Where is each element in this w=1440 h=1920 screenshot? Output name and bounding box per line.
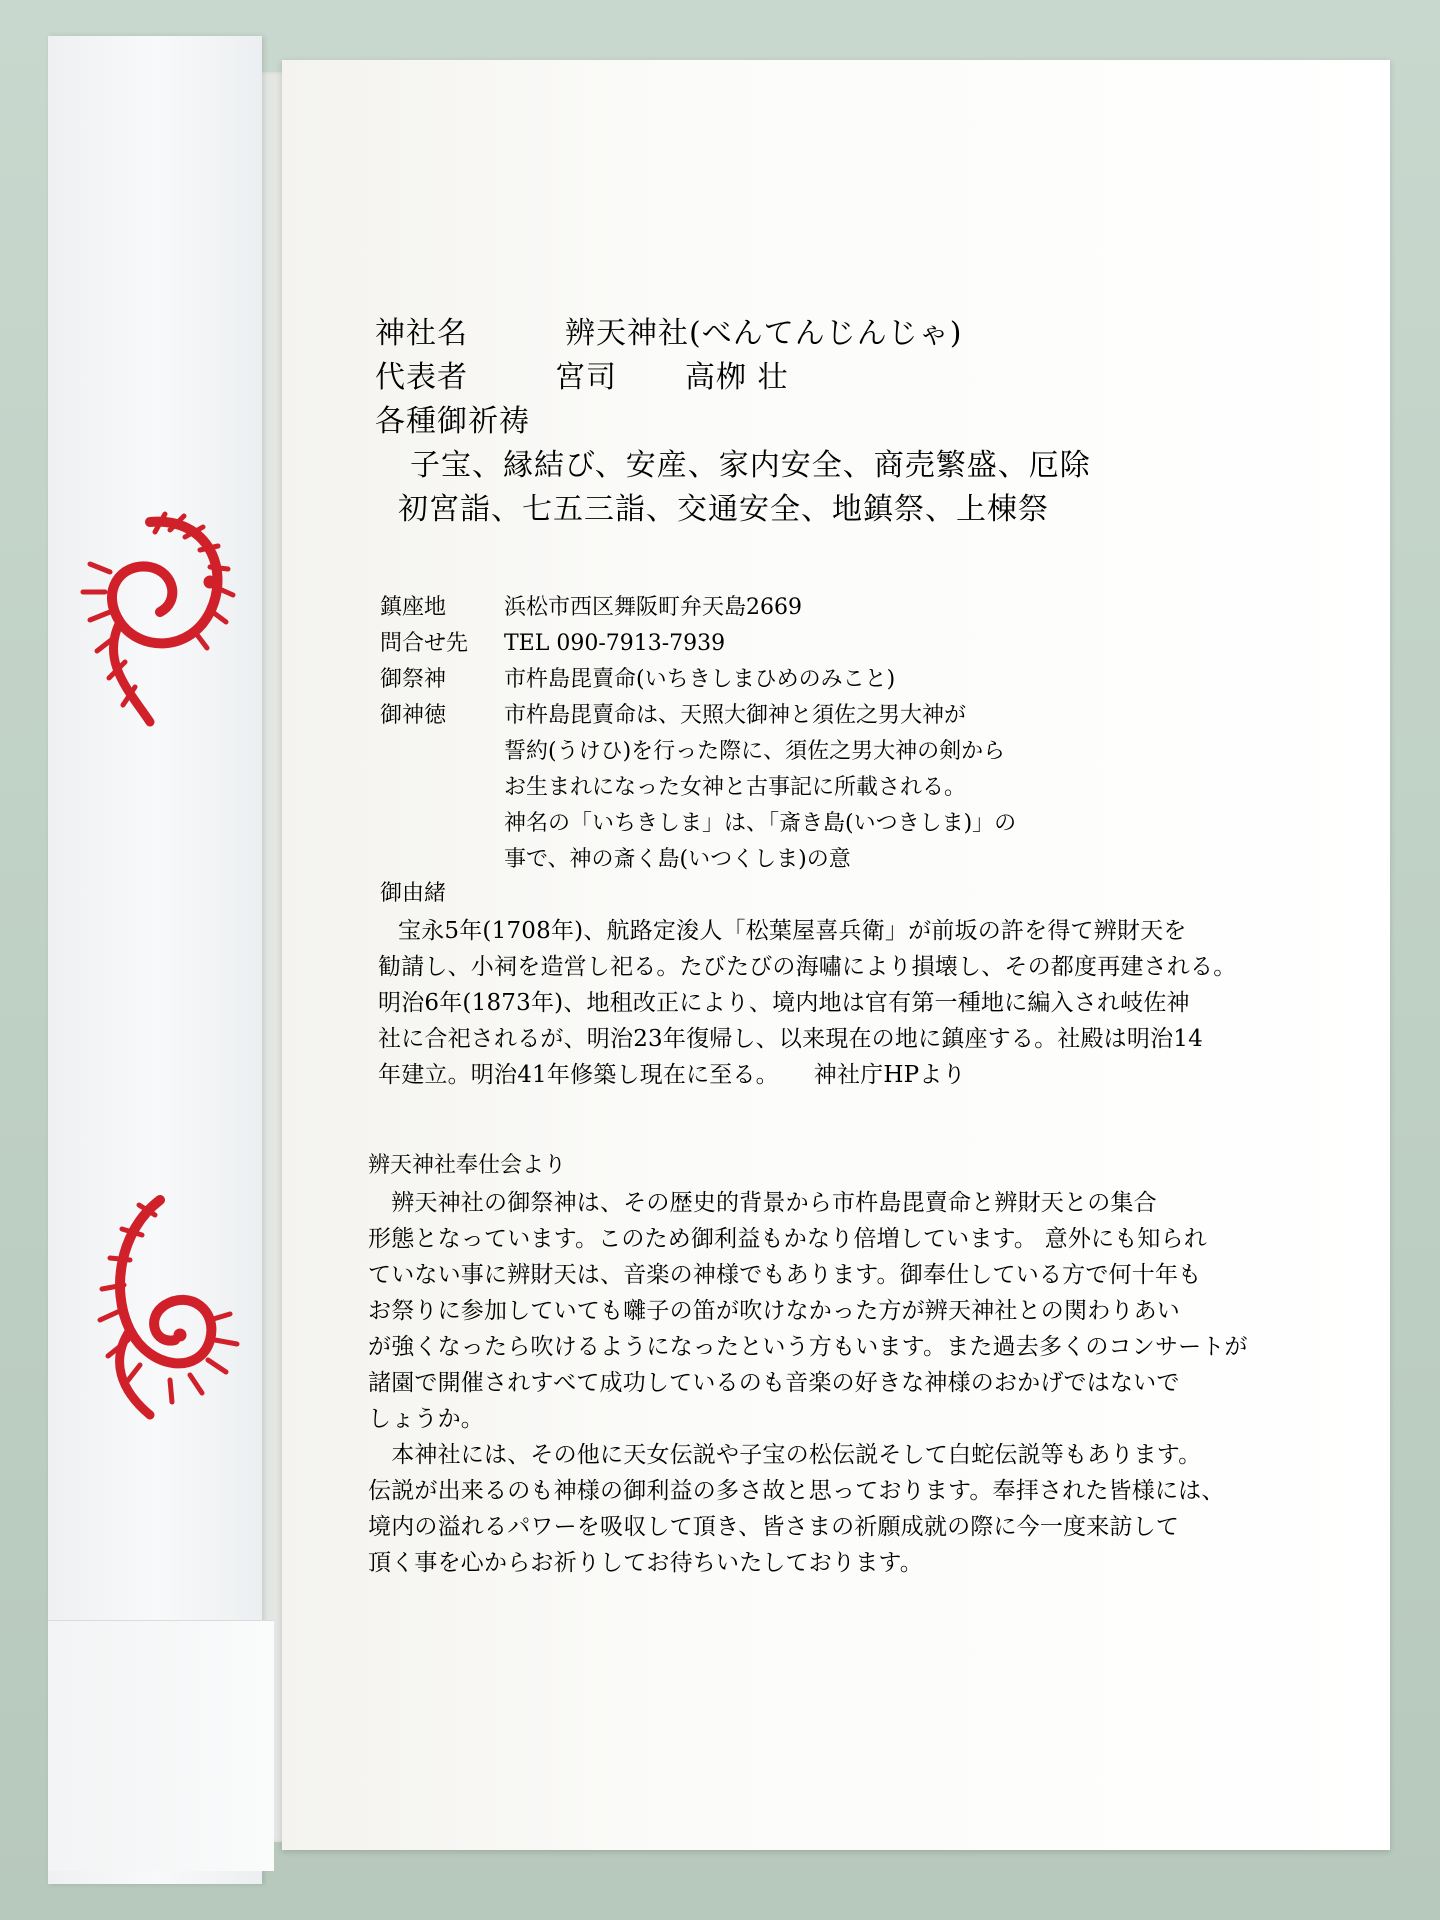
history-line: 勧請し、小祠を造営し祀る。たびたびの海嘯により損壊し、その都度再建される。 (378, 954, 1237, 980)
prayers-line-1: 子宝、縁結び、安産、家内安全、商売繁盛、厄除 (410, 448, 1091, 483)
contact-value: TEL 090-7913-7939 (504, 631, 726, 656)
history-line: 明治6年(1873年)、地租改正により、境内地は官有第一種地に編入され岐佐神 (378, 990, 1190, 1016)
society-line: が強くなったら吹けるようになったという方もいます。また過去多くのコンサートが (368, 1334, 1248, 1360)
dragon-emblem-icon (60, 492, 240, 742)
society-line: ていない事に辨財天は、音楽の神様でもあります。御奉仕している方で何十年も (368, 1262, 1202, 1288)
representative-row (375, 352, 789, 396)
location-label: 鎮座地 (380, 595, 447, 620)
shrine-name-row (375, 308, 962, 352)
envelope-fold (48, 1620, 274, 1871)
society-line: 頂く事を心からお祈りしてお待ちいたしております。 (368, 1550, 923, 1576)
history-label: 御由緒 (380, 881, 447, 906)
society-line: 辨天神社の御祭神は、その歴史的背景から市杵島毘賣命と辨財天との集合 (368, 1190, 1157, 1216)
location-value: 浜松市西区舞阪町弁天島2669 (504, 595, 802, 620)
location-row (380, 590, 802, 621)
society-line: 諸園で開催されすべて成功しているのも音楽の好きな神様のおかげではないで (368, 1370, 1180, 1396)
virtue-label: 御神徳 (380, 703, 447, 728)
dragon-emblem-icon (60, 1190, 240, 1440)
society-line: 形態となっています。このため御利益もかなり倍増しています。 意外にも知られ (368, 1226, 1208, 1252)
virtue-line: 神名の「いちきしま」は、「斎き島(いつきしま)」の (504, 811, 1017, 836)
society-line: お祭りに参加していても囃子の笛が吹けなかった方が辨天神社との関わりあい (368, 1298, 1180, 1324)
virtue-line: 市杵島毘賣命は、天照大御神と須佐之男大神が (504, 703, 967, 728)
society-line: 本神社には、その他に天女伝説や子宝の松伝説そして白蛇伝説等もあります。 (368, 1442, 1202, 1468)
history-line: 宝永5年(1708年)、航路定浚人「松葉屋喜兵衛」が前坂の許を得て辨財天を (398, 918, 1187, 944)
paper-envelope (48, 36, 262, 1884)
history-line: 年建立。明治41年修築し現在に至る。 神社庁HPより (378, 1062, 966, 1088)
shrine-name-label: 神社名 (375, 316, 468, 351)
virtue-line: 事で、神の斎く島(いつくしま)の意 (504, 847, 851, 872)
representative-name: 高栁 壮 (685, 360, 789, 395)
virtue-line: 誓約(うけひ)を行った際に、須佐之男大神の剣から (504, 739, 1006, 764)
deity-row (380, 662, 895, 693)
prayers-label: 各種御祈祷 (375, 404, 530, 439)
shrine-name-value: 辨天神社(べんてんじんじゃ) (565, 316, 963, 351)
representative-label: 代表者 (375, 360, 468, 395)
society-line: 伝説が出来るのも神様の御利益の多さ故と思っております。奉拝された皆様には、 (368, 1478, 1225, 1504)
prayers-line-2: 初宮詣、七五三詣、交通安全、地鎮祭、上棟祭 (398, 492, 1049, 527)
contact-label: 問合せ先 (380, 631, 469, 656)
society-label: 辨天神社奉仕会より (368, 1153, 567, 1178)
deity-value: 市杵島毘賣命(いちきしまひめのみこと) (504, 667, 896, 692)
society-line: しょうか。 (368, 1406, 484, 1432)
virtue-line: お生まれになった女神と古事記に所載される。 (504, 775, 967, 800)
society-line: 境内の溢れるパワーを吸収して頂き、皆さまの祈願成就の際に今一度来訪して (368, 1514, 1180, 1540)
contact-row (380, 626, 725, 657)
representative-title: 宮司 (555, 360, 617, 395)
history-line: 社に合祀されるが、明治23年復帰し、以来現在の地に鎮座する。社殿は明治14 (378, 1026, 1203, 1052)
deity-label: 御祭神 (380, 667, 447, 692)
